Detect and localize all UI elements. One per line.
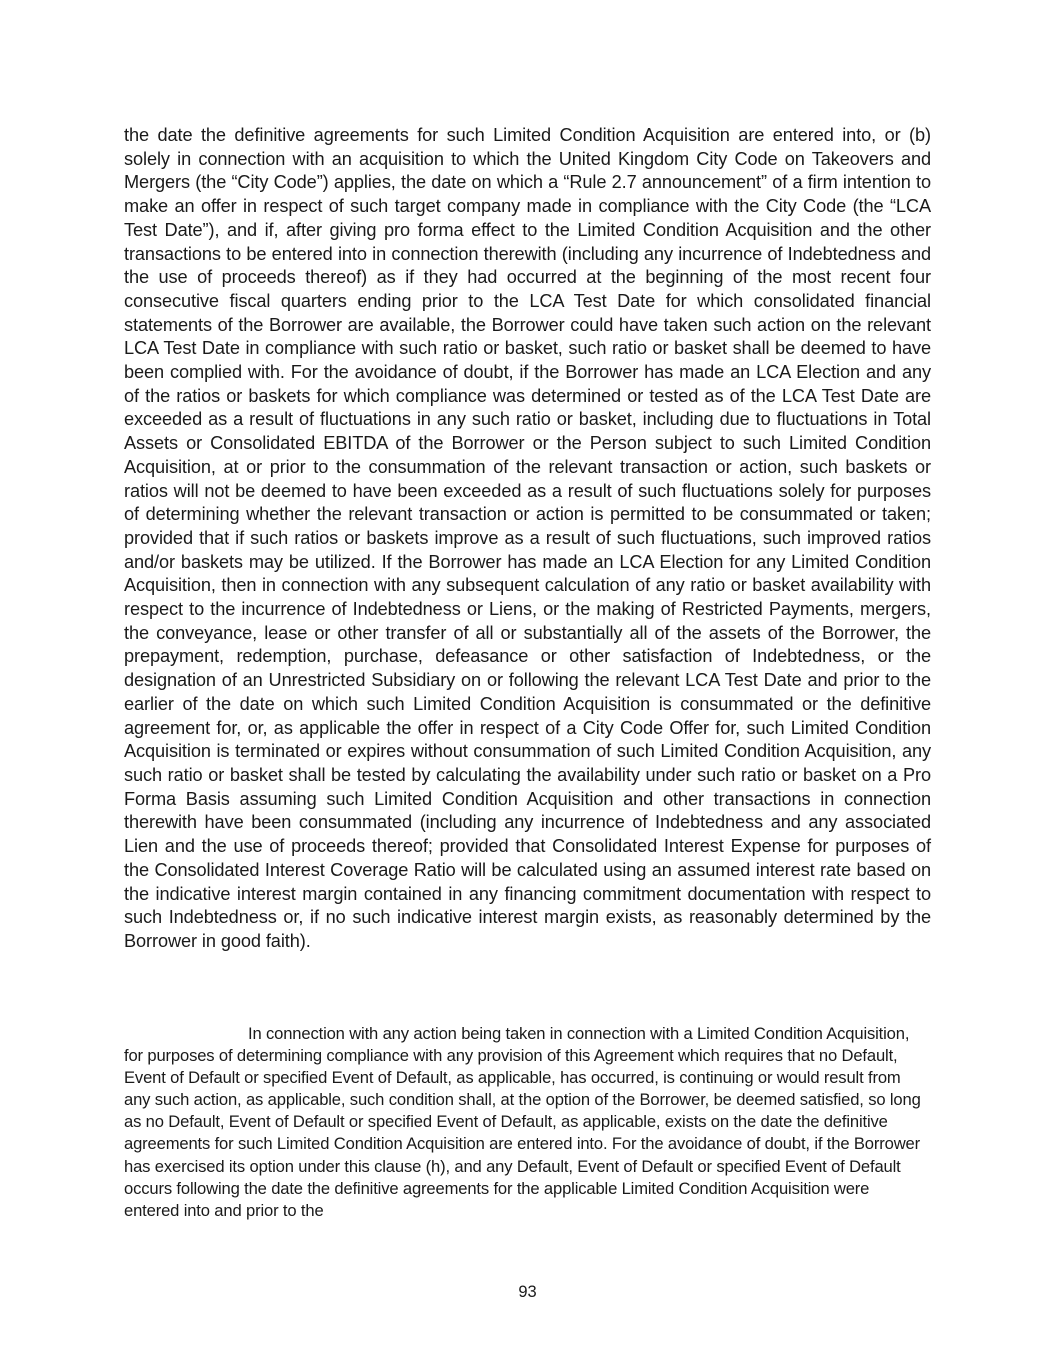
body-paragraph-continued: the date the definitive agreements for such Limited Condition Acquisition are entered into, or (b) solely in connection with an acquisition to which the United Kingdom City Code on Takeovers and Mergers (the “City Code”) applies, the date on which a “Rule 2.7 announcement” of a firm intention to make an offer in respect of such target company made in compliance with the City Code (the “LCA Test Date”), and if, after giving pro forma effect to the Limited Condition Acquisition and the other transactions to be entered into in connection therewith (including any incurrence of Indebtedness and the use of proceeds thereof) as if they had occurred at the beginning of the most recent four consecutive fiscal quarters ending prior to the LCA Test Date for which consolidated financial statements of the Borrower are available, the Borrower could have taken such action on the relevant LCA Test Date in compliance with such ratio or basket, such ratio or basket shall be deemed to have been complied with. For the avoidance of doubt, if the Borrower has made an LCA Election and any of the ratios or baskets for which compliance was determined or tested as of the LCA Test Date are exceeded as a result of fluctuations in any such ratio or basket, including due to fluctuations in Total Assets or Consolidated EBITDA of the Borrower or the Person subject to such Limited Condition Acquisition, at or prior to the consummation of the relevant transaction or action, such baskets or ratios will not be deemed to have been exceeded as a result of such fluctuations solely for purposes of determining whether the relevant transaction or action is permitted to be consummated or taken; provided that if such ratios or baskets improve as a result of such fluctuations, such improved ratios and/or baskets may be utilized. If the Borrower has made an LCA Election for any Limited Condition Acquisition, then in connection with any subsequent calculation of any ratio or basket availability with respect to the incurrence of Indebtedness or Liens, or the making of Restricted Payments, mergers, the conveyance, lease or other transfer of all or substantially all of the assets of the Borrower, the prepayment, redemption, purchase, defeasance or other satisfaction of Indebtedness, or the designation of an Unrestricted Subsidiary on or following the relevant LCA Test Date and prior to the earlier of the date on which such Limited Condition Acquisition is consummated or the definitive agreement for, or, as applicable the offer in respect of a City Code Offer for, such Limited Condition Acquisition is terminated or expires without consummation of such Limited Condition Acquisition, any such ratio or basket shall be tested by calculating the availability under such ratio or basket on a Pro Forma Basis assuming such Limited Condition Acquisition and other transactions in connection therewith have been consummated (including any incurrence of Indebtedness and any associated Lien and the use of proceeds thereof; provided that Consolidated Interest Expense for purposes of the Consolidated Interest Coverage Ratio will be calculated using an assumed interest rate based on the indicative interest margin contained in any financing commitment documentation with respect to such Indebtedness or, if no such indicative interest margin exists, as reasonably determined by the Borrower in good faith). xyxy=(124,125,931,951)
body-paragraph-indented: In connection with any action being taken in connection with a Limited Condition Acquisition, for purposes of determining compliance with any provision of this Agreement which requires that no Default, Event of Default or specified Event of Default, as applicable, has occurred, is continuing or would result from any such action, as applicable, such condition shall, at the option of the Borrower, be deemed satisfied, so long as no Default, Event of Default or specified Event of Default, as applicable, exists on the date the definitive agreements for such Limited Condition Acquisition are entered into. For the avoidance of doubt, if the Borrower has exercised its option under this clause (h), and any Default, Event of Default or specified Event of Default occurs following the date the definitive agreements for the applicable Limited Condition Acquisition were entered into and prior to the xyxy=(124,1024,921,1220)
page-number: 93 xyxy=(518,1283,537,1301)
